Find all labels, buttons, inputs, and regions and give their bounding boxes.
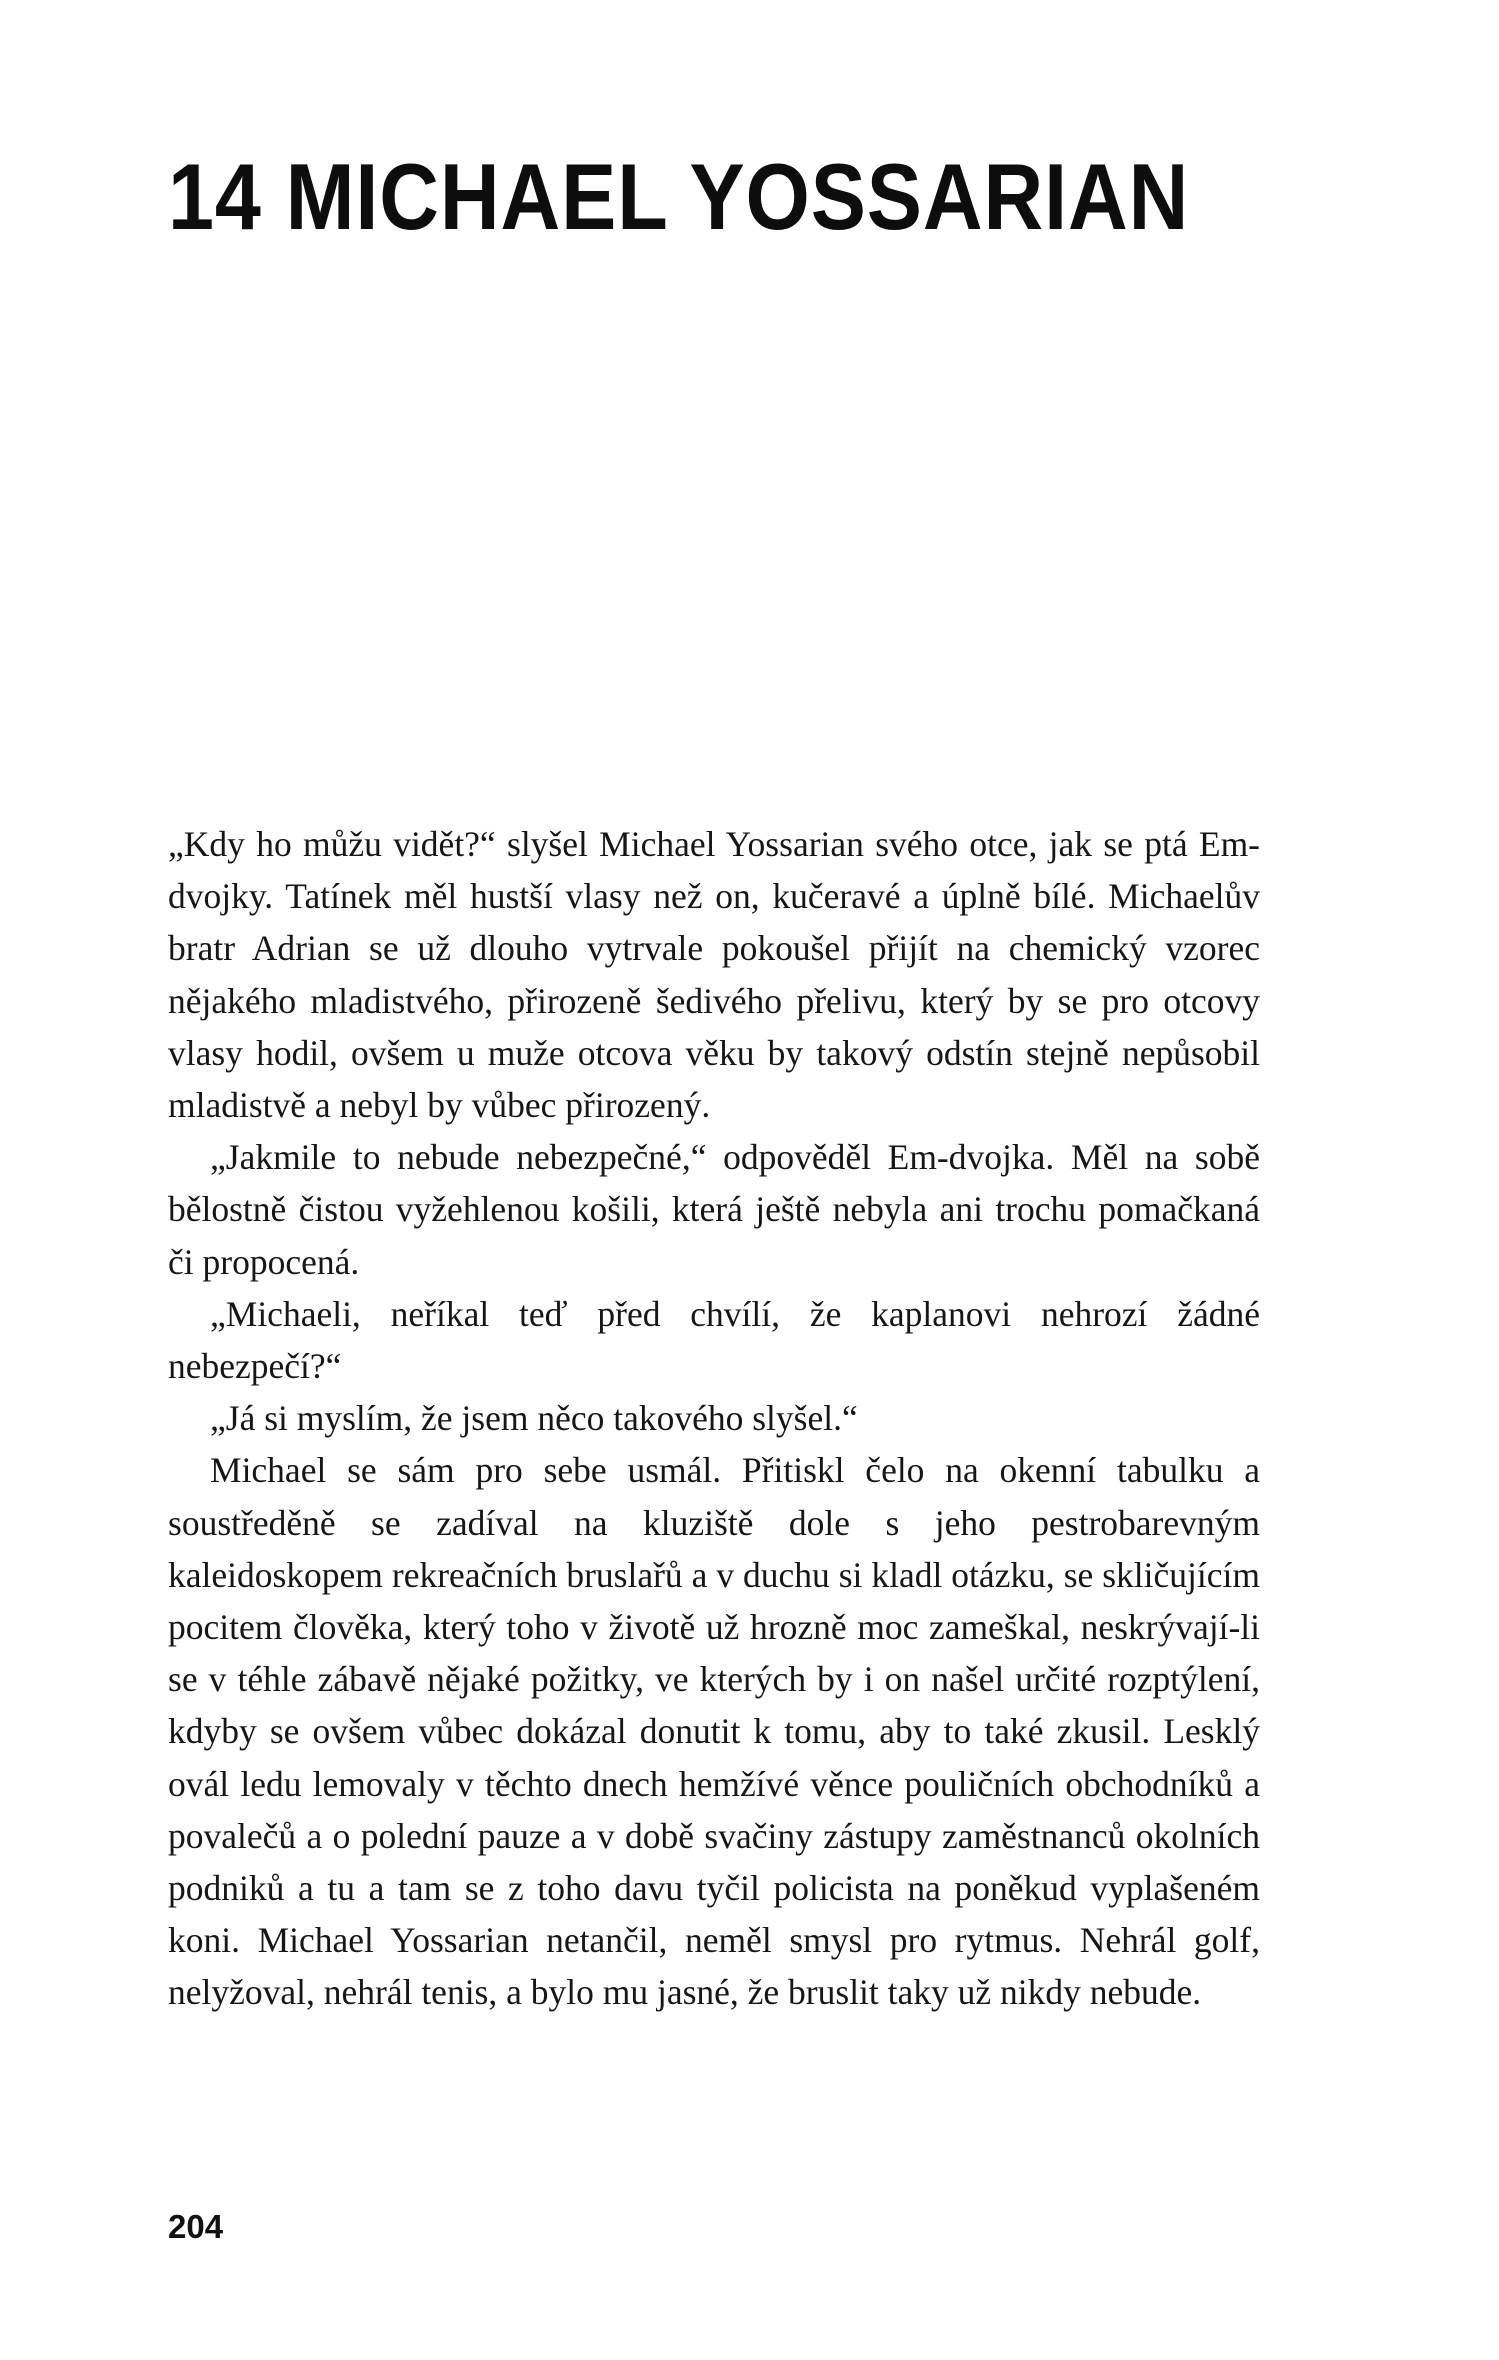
paragraph: „Jakmile to nebude nebezpečné,“ odpověděl Em-dvojka. Měl na sobě bělostně čistou vyžehlenou košili, která ještě nebyla ani trochu pomačkaná či propocená. (168, 1137, 1260, 1282)
page-number: 204 (168, 2208, 224, 2245)
paragraph: Michael se sám pro sebe usmál. Přitiskl čelo na okenní tabulku a soustředěně se zadíval na kluziště dole s jeho pestrobarevným kaleidoskopem rekreačních bruslařů a v duchu si kladl otázku, se skličujícím pocitem člověka, který toho v životě už hrozně moc zameškal, neskrývají-li se v téhle zábavě nějaké požitky, ve kterých by i on našel určité rozptýlení, kdyby se ovšem vůbec dokázal donutit k tomu, aby to také zkusil. Lesklý ovál ledu lemovaly v těchto dnech hemžívé věnce pouličních obchodníků a povalečů a o polední pauze a v době svačiny zástupy zaměstnanců okolních podniků a tu a tam se z toho davu tyčil policista na poněkud vyplašeném koni. Michael Yossarian netančil, neměl smysl pro rytmus. Nehrál golf, nelyžoval, nehrál tenis, a bylo mu jasné, že bruslit taky už nikdy nebude. (168, 1450, 1260, 2013)
body-text (168, 818, 1260, 2019)
paragraph: „Michaeli, neříkal teď před chvílí, že kaplanovi nehrozí žádné nebezpečí?“ (168, 1293, 1260, 1387)
paragraph: „Kdy ho můžu vidět?“ slyšel Michael Yossarian svého otce, jak se ptá Em-dvojky. Tatínek měl hustší vlasy než on, kučeravé a úplně bílé. Michaelův bratr Adrian se už dlouho vytrvale pokoušel přijít na chemický vzorec nějakého mladistvého, přirozeně šedivého přelivu, který by se pro otcovy vlasy hodil, ovšem u muže otcova věku by takový odstín stejně nepůsobil mladistvě a nebyl by vůbec přirozený. (168, 824, 1260, 1126)
paragraph: „Já si myslím, že jsem něco takového slyšel.“ (210, 1398, 858, 1439)
chapter-title: 14 MICHAEL YOSSARIAN (168, 144, 1190, 249)
